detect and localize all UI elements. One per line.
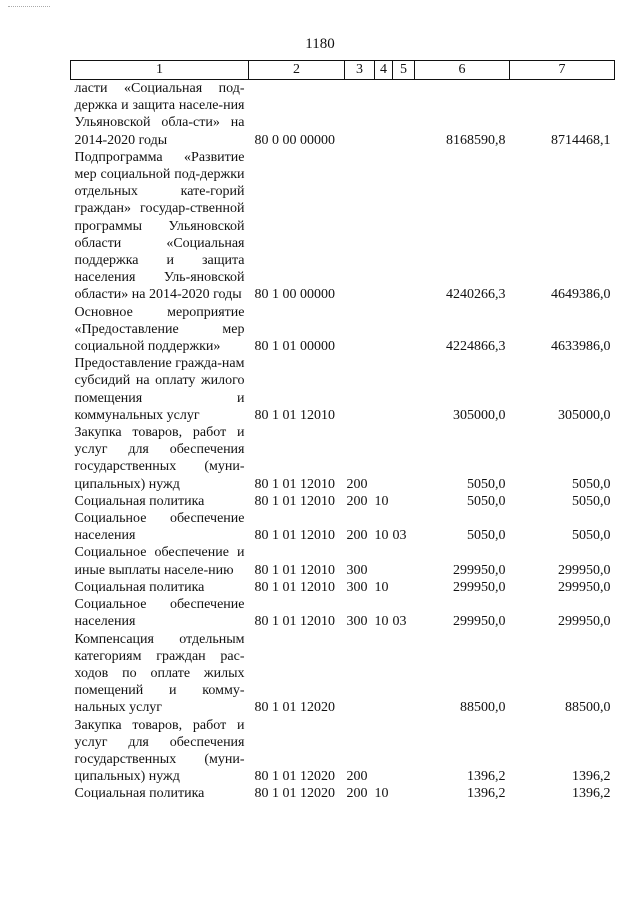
row-value-2019: 8168590,8: [446, 132, 506, 148]
row-value-2020: 5050,0: [572, 493, 611, 509]
header-cell-2: 2: [249, 61, 345, 80]
row-name: Социальная политика: [74, 493, 205, 509]
row-subsection: [393, 544, 415, 578]
row-expense-type: 200: [346, 786, 368, 802]
row-value-2020: 4633986,0: [551, 339, 611, 355]
row-code: 80 1 00 00000: [254, 287, 335, 303]
row-name: Социальное обеспечение населения: [74, 511, 245, 544]
row-subsection: 03: [392, 528, 407, 544]
row-name: Закупка товаров, работ и услуг для обеспечения государственных (муни-ципальных) нужд: [74, 425, 245, 492]
row-section: [375, 631, 393, 717]
row-section: 10: [374, 614, 389, 630]
header-cell-7: 7: [510, 61, 615, 80]
row-subsection: [393, 424, 415, 493]
row-code: 80 1 01 12010: [254, 614, 335, 630]
budget-table: [70, 60, 615, 803]
row-subsection: [393, 149, 415, 304]
row-expense-type: 200: [346, 493, 368, 509]
row-expense-type: [345, 631, 375, 717]
row-value-2019: 299950,0: [453, 614, 506, 630]
table-row: [71, 579, 615, 596]
table-row: [71, 510, 615, 544]
table-row: [71, 304, 615, 356]
table-row: [71, 355, 615, 424]
row-value-2020: 8714468,1: [551, 132, 611, 148]
row-value-2019: 88500,0: [460, 700, 506, 716]
header-cell-3: 3: [345, 61, 375, 80]
table-row: [71, 149, 615, 304]
row-subsection: 03: [392, 614, 407, 630]
row-code: 80 1 01 12020: [254, 700, 335, 716]
row-subsection: [393, 717, 415, 786]
row-value-2019: 5050,0: [467, 476, 506, 492]
row-code: 80 1 01 12010: [254, 562, 335, 578]
page-number: 1180: [305, 36, 335, 52]
row-value-2020: 4649386,0: [551, 287, 611, 303]
row-section: 10: [374, 528, 389, 544]
row-name: Предоставление гражда-нам субсидий на оплату жилого помещения и коммунальных услуг: [74, 356, 245, 423]
row-section: [375, 355, 393, 424]
row-value-2020: 1396,2: [572, 769, 611, 785]
header-cell-1: 1: [71, 61, 249, 80]
row-value-2019: 5050,0: [467, 493, 506, 509]
row-subsection: [393, 355, 415, 424]
row-subsection: [393, 785, 415, 802]
row-subsection: [393, 579, 415, 596]
header-row: [71, 61, 615, 80]
row-code: 80 1 01 12010: [254, 407, 335, 423]
row-code: 80 0 00 00000: [254, 132, 335, 148]
header-cell-4: 4: [375, 61, 393, 80]
header-cell-5: 5: [393, 61, 415, 80]
row-code: 80 1 01 12010: [254, 493, 335, 509]
row-value-2020: 5050,0: [572, 528, 611, 544]
row-value-2019: 305000,0: [453, 407, 506, 423]
table-row: [71, 424, 615, 493]
row-name: Социальное обеспечение населения: [74, 597, 245, 630]
row-expense-type: [345, 80, 375, 149]
row-section: 10: [374, 493, 389, 509]
row-section: [375, 717, 393, 786]
row-value-2019: 1396,2: [467, 786, 506, 802]
row-expense-type: [345, 149, 375, 304]
row-code: 80 1 01 12020: [254, 769, 335, 785]
row-value-2020: 299950,0: [558, 579, 611, 595]
row-section: [375, 149, 393, 304]
row-value-2020: 88500,0: [565, 700, 611, 716]
table-row: [71, 80, 615, 149]
row-subsection: [393, 304, 415, 356]
row-name: Компенсация отдельным категориям граждан рас-ходов по оплате жилых помещений и комму-нальных услуг: [74, 631, 245, 716]
row-code: 80 1 01 12010: [254, 579, 335, 595]
row-subsection: [393, 80, 415, 149]
row-section: [375, 80, 393, 149]
row-value-2020: 299950,0: [558, 614, 611, 630]
row-name: Основное мероприятие «Предоставление мер социальной поддержки»: [74, 304, 245, 355]
table-row: [71, 544, 615, 578]
row-section: 10: [374, 579, 389, 595]
row-code: 80 1 01 12020: [254, 786, 335, 802]
row-section: [375, 544, 393, 578]
row-expense-type: 200: [346, 528, 368, 544]
row-name: Подпрограмма «Развитие мер социальной под-держки отдельных кате-горий граждан» государ-ственной программы Ульяновской области «Социальная поддержка и защита населения Уль-яновской области» на 2014-2020 годы: [74, 149, 245, 303]
row-section: [375, 424, 393, 493]
row-subsection: [393, 493, 415, 510]
table-row: [71, 493, 615, 510]
row-expense-type: [345, 355, 375, 424]
table-row: [71, 596, 615, 630]
table-row: [71, 717, 615, 786]
row-name: Закупка товаров, работ и услуг для обеспечения государственных (муни-ципальных) нужд: [74, 717, 245, 785]
row-value-2020: 1396,2: [572, 786, 611, 802]
row-value-2019: 4224866,3: [446, 339, 506, 355]
row-value-2019: 299950,0: [453, 562, 506, 578]
row-code: 80 1 01 12010: [254, 476, 335, 492]
scan-artifact: [8, 6, 50, 9]
table-row: [71, 785, 615, 802]
row-name: Социальное обеспечение и иные выплаты населе-нию: [74, 545, 245, 578]
row-expense-type: 200: [346, 769, 368, 785]
row-subsection: [393, 631, 415, 717]
row-code: 80 1 01 12010: [254, 528, 335, 544]
row-code: 80 1 01 00000: [254, 339, 335, 355]
row-section: 10: [374, 786, 389, 802]
row-section: [375, 304, 393, 356]
row-expense-type: 300: [346, 579, 368, 595]
header-cell-6: 6: [415, 61, 510, 80]
row-value-2019: 4240266,3: [446, 287, 506, 303]
row-name: Социальная политика: [74, 786, 205, 802]
row-name: ласти «Социальная под-держка и защита населе-ния Ульяновской обла-сти» на 2014-2020 годы: [74, 81, 245, 148]
row-value-2019: 5050,0: [467, 528, 506, 544]
row-value-2020: 299950,0: [558, 562, 611, 578]
row-value-2019: 1396,2: [467, 769, 506, 785]
row-value-2019: 299950,0: [453, 579, 506, 595]
row-expense-type: 300: [346, 614, 368, 630]
row-expense-type: 300: [346, 562, 368, 578]
row-name: Социальная политика: [74, 579, 205, 595]
table-row: [71, 631, 615, 717]
row-value-2020: 305000,0: [558, 407, 611, 423]
row-expense-type: [345, 304, 375, 356]
row-value-2020: 5050,0: [572, 476, 611, 492]
row-expense-type: 200: [346, 476, 368, 492]
